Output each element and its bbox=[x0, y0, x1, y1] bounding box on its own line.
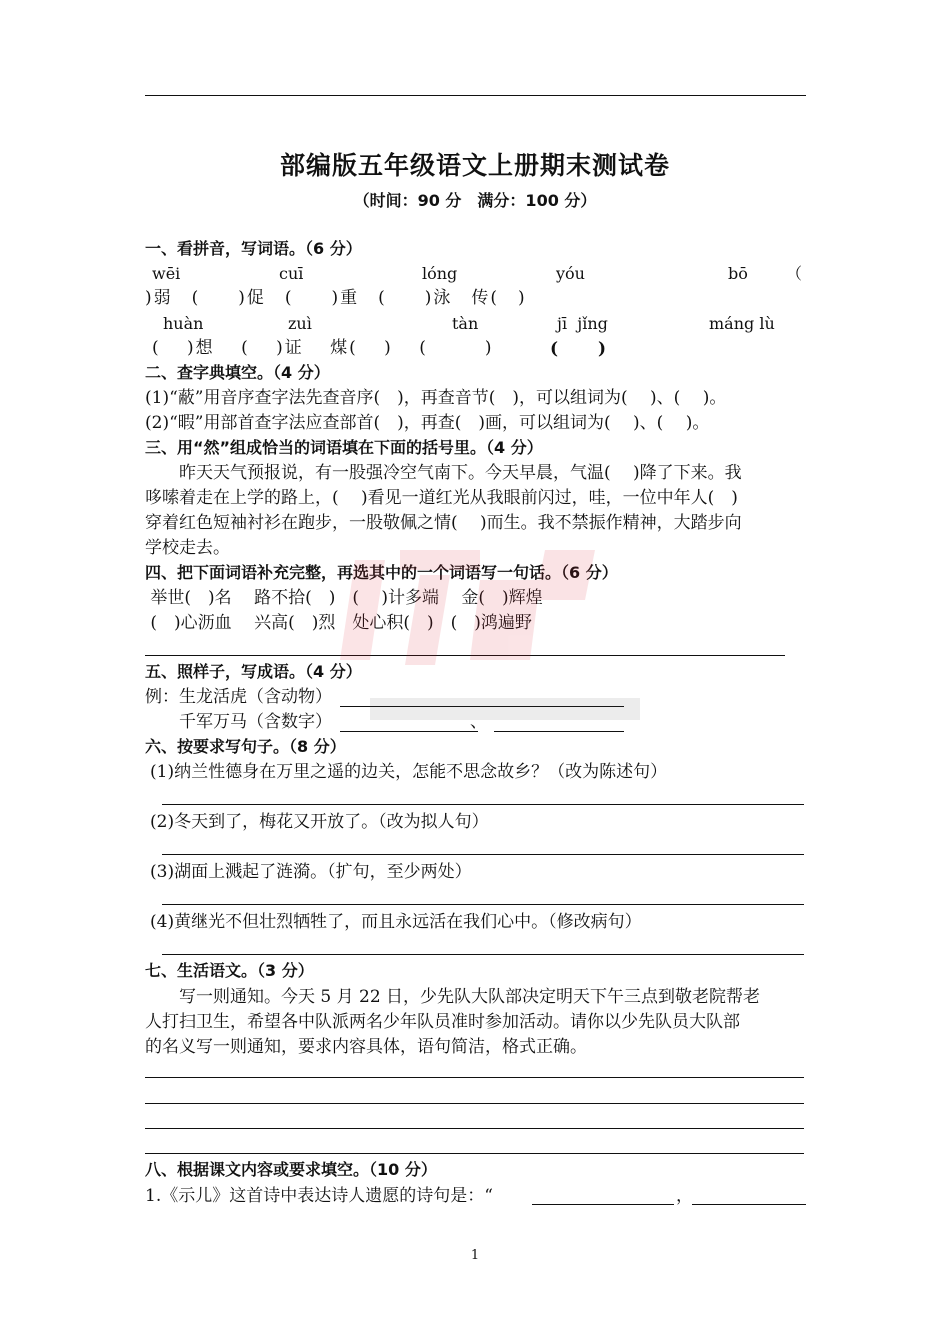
page-title: 部编版五年级语文上册期末测试卷 bbox=[279, 151, 670, 180]
pinyin: lóng bbox=[422, 264, 458, 283]
answer-line[interactable] bbox=[340, 706, 624, 707]
pinyin: bō bbox=[728, 264, 748, 283]
answer-line[interactable] bbox=[162, 954, 804, 955]
passage-line: 的名义写一则通知，要求内容具体，语句简洁，格式正确。 bbox=[145, 1037, 587, 1057]
page-number: 1 bbox=[470, 1248, 480, 1263]
pinyin: huàn bbox=[163, 314, 204, 333]
question-line: (2)冬天到了，梅花又开放了。（改为拟人句） bbox=[150, 812, 489, 832]
blank-row-2: ( )想 ( )证 煤( ) ( ) bbox=[152, 338, 494, 358]
pinyin: zuì bbox=[288, 314, 312, 333]
pinyin: wēi bbox=[152, 264, 181, 283]
passage-line: 哆嗦着走在上学的路上，( )看见一道红光从我眼前闪过，哇，一位中年人( ) bbox=[145, 488, 738, 508]
separator: ， bbox=[676, 1186, 693, 1206]
section-8-heading: 八、根据课文内容或要求填空。（10 分） bbox=[145, 1160, 437, 1179]
answer-line[interactable] bbox=[145, 1077, 804, 1078]
answer-line[interactable] bbox=[692, 1204, 806, 1205]
question-line: (2)“暇”用部首查字法应查部首( )，再查( )画，可以组词为( )、( )。 bbox=[145, 413, 710, 433]
example-line: 千军万马（含数字） bbox=[145, 712, 332, 732]
question-line: (1)“蔽”用音序查字法先查音序( )，再查音节( )，可以组词为( )、( )。 bbox=[145, 388, 727, 408]
example-line: 例：生龙活虎（含动物） bbox=[145, 687, 332, 707]
passage-line: 写一则通知。今天 5 月 22 日，少先队大队部决定明天下午三点到敬老院帮老 bbox=[145, 987, 761, 1007]
pinyin: jī jǐng bbox=[557, 314, 608, 333]
answer-line[interactable] bbox=[145, 1128, 804, 1129]
passage-line: 学校走去。 bbox=[145, 538, 230, 558]
passage-line: 穿着红色短袖衬衫在跑步，一股敬佩之情( )而生。我不禁振作精神，大踏步向 bbox=[145, 513, 742, 533]
question-line: (4)黄继光不但壮烈牺牲了，而且永远活在我们心中。（修改病句） bbox=[150, 912, 642, 932]
answer-line[interactable] bbox=[494, 731, 624, 732]
section-4-heading: 四、把下面词语补充完整，再选其中的一个词语写一句话。（6 分） bbox=[145, 563, 618, 582]
passage-line: 昨天天气预报说，有一股强冷空气南下。今天早晨，气温( )降了下来。我 bbox=[145, 463, 742, 483]
section-1-heading: 一、看拼音，写词语。（6 分） bbox=[145, 239, 362, 258]
answer-line[interactable] bbox=[145, 1103, 804, 1104]
blank-paren: （ bbox=[786, 264, 803, 283]
section-3-heading: 三、用“然”组成恰当的词语填在下面的括号里。（4 分） bbox=[145, 438, 543, 457]
pinyin: máng lù bbox=[709, 314, 775, 333]
header-rule bbox=[145, 95, 806, 96]
section-7-heading: 七、生活语文。（3 分） bbox=[145, 961, 314, 980]
exam-time-score: （时间：90 分 满分：100 分） bbox=[353, 191, 597, 210]
answer-line[interactable] bbox=[145, 655, 785, 656]
separator: 、 bbox=[470, 712, 487, 732]
watermark-band bbox=[370, 698, 640, 720]
question-line: (3)湖面上溅起了涟漪。（扩句，至少两处） bbox=[150, 862, 472, 882]
blank-paren: ( ) bbox=[550, 339, 607, 359]
section-2-heading: 二、查字典填空。（4 分） bbox=[145, 363, 330, 382]
section-5-heading: 五、照样子，写成语。（4 分） bbox=[145, 662, 362, 681]
question-line: (1)纳兰性德身在万里之遥的边关，怎能不思念故乡？（改为陈述句） bbox=[150, 762, 668, 782]
passage-line: 人打扫卫生，希望各中队派两名少年队员准时参加活动。请你以少先队员大队部 bbox=[145, 1012, 740, 1032]
question-line: 1.《示儿》这首诗中表达诗人遗愿的诗句是：“ bbox=[145, 1186, 493, 1206]
answer-line[interactable] bbox=[162, 804, 804, 805]
pinyin: tàn bbox=[452, 314, 479, 333]
answer-line[interactable] bbox=[340, 731, 478, 732]
answer-line[interactable] bbox=[532, 1204, 674, 1205]
pinyin: yóu bbox=[556, 264, 585, 283]
answer-line[interactable] bbox=[162, 904, 804, 905]
blank-row-1: )弱 ( )促 ( )重 ( )泳 传( ) bbox=[145, 288, 527, 308]
idiom-line: ( )心沥血 兴高( )烈 处心积( ) ( )鸿遍野 bbox=[145, 613, 532, 633]
idiom-line: 举世( )名 路不拾( ) ( )计多端 金( )辉煌 bbox=[145, 588, 543, 608]
answer-line[interactable] bbox=[162, 854, 804, 855]
pinyin: cuī bbox=[279, 264, 304, 283]
answer-line[interactable] bbox=[145, 1153, 804, 1154]
section-6-heading: 六、按要求写句子。（8 分） bbox=[145, 737, 346, 756]
